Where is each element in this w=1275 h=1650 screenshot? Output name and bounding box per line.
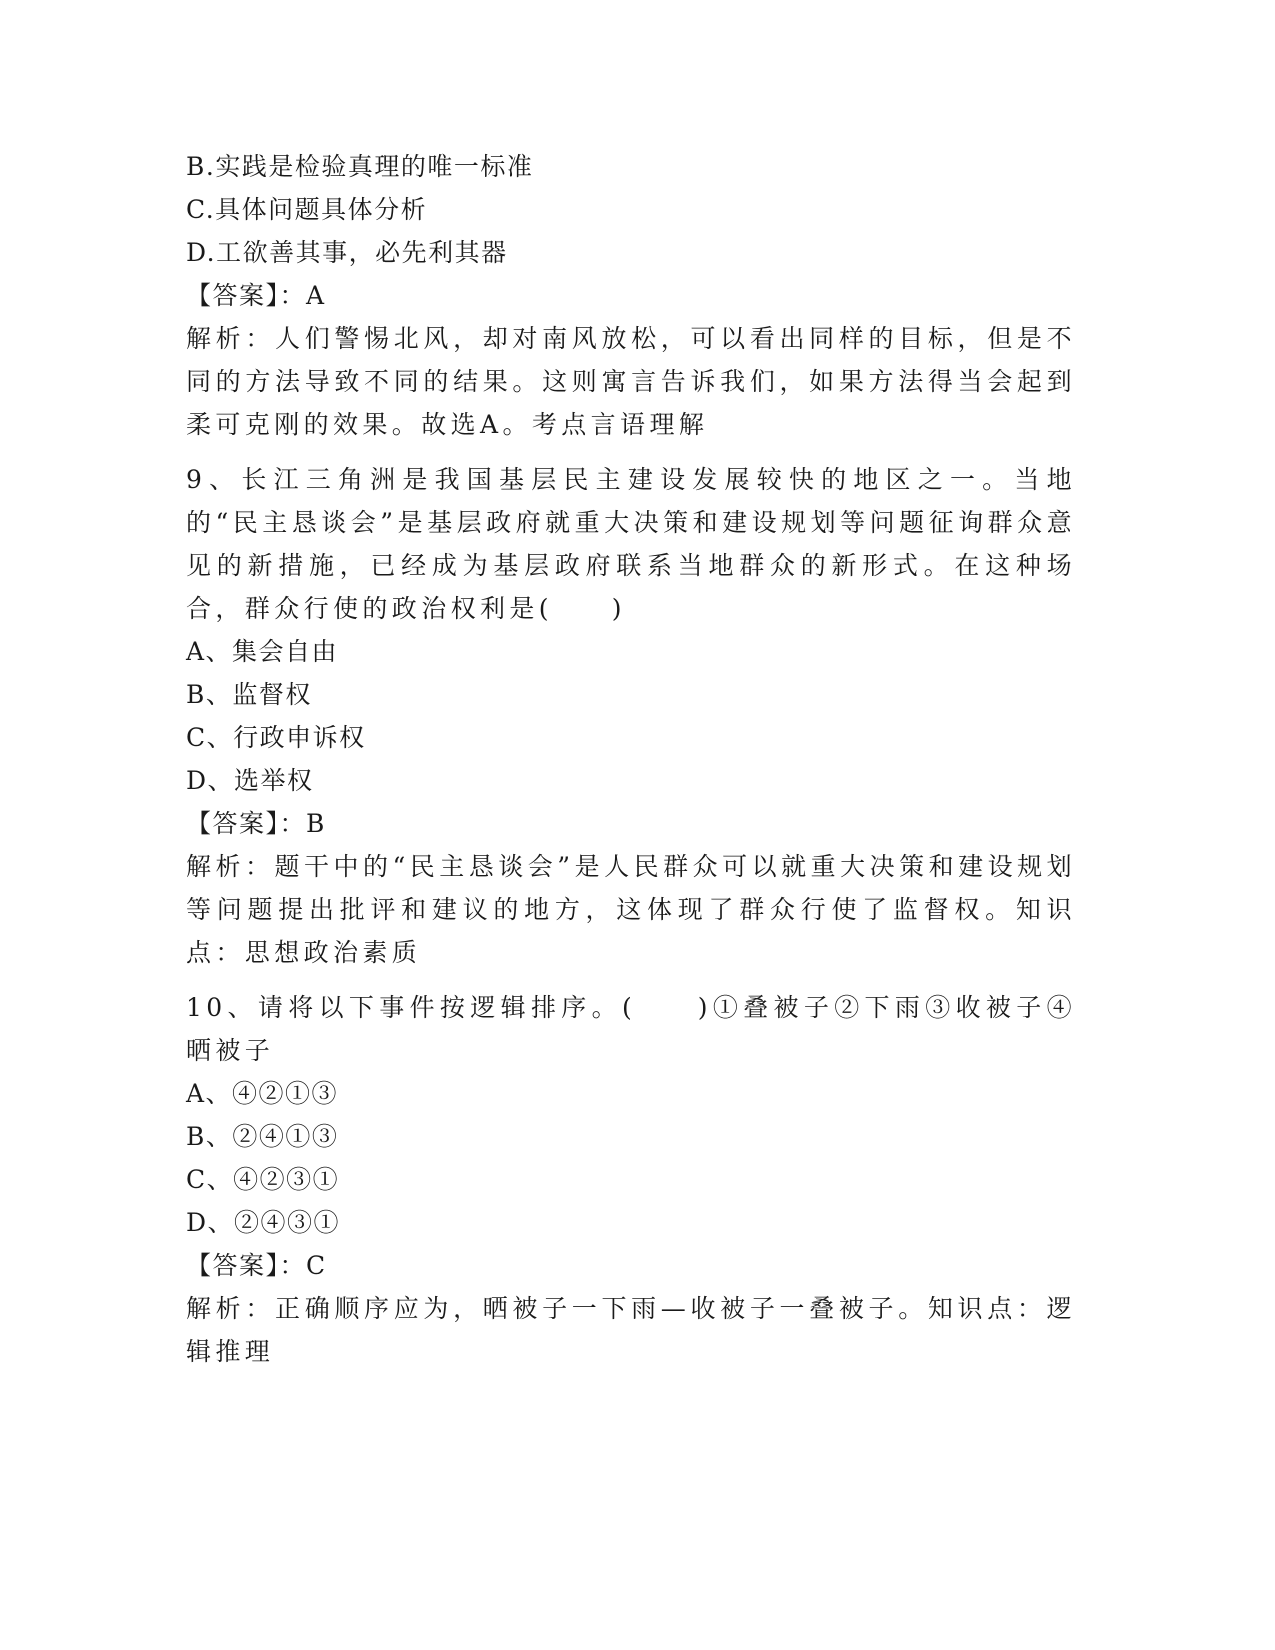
q10-option-d: D、②④③①	[186, 1208, 341, 1237]
q9-option-c: C、行政申诉权	[186, 723, 366, 752]
q9-option-b: B、监督权	[186, 680, 312, 709]
q8-option-d: D.工欲善其事，必先利其器	[186, 238, 508, 267]
q10-answer: 【答案】：C	[186, 1251, 327, 1280]
spacer	[186, 446, 1086, 458]
q8-analysis: 解析：人们警惕北风，却对南风放松，可以看出同样的目标，但是不同的方法导致不同的结果。这则寓言告诉我们，如果方法得当会起到柔可克刚的效果。故选A。考点言语理解	[186, 324, 1076, 439]
spacer	[186, 974, 1086, 986]
q9-answer: 【答案】：B	[186, 809, 326, 838]
q10-analysis: 解析：正确顺序应为，晒被子一下雨—收被子一叠被子。知识点：逻辑推理	[186, 1294, 1076, 1366]
document-page	[186, 145, 1086, 1373]
q8-option-b: B.实践是检验真理的唯一标准	[186, 152, 534, 181]
q9-analysis: 解析：题干中的“民主恳谈会”是人民群众可以就重大决策和建设规划等问题提出批评和建议的地方，这体现了群众行使了监督权。知识点：思想政治素质	[186, 852, 1076, 967]
q10-stem: 10、请将以下事件按逻辑排序。( )①叠被子②下雨③收被子④晒被子	[186, 993, 1076, 1065]
q9-stem: 9、长江三角洲是我国基层民主建设发展较快的地区之一。当地的“民主恳谈会”是基层政府就重大决策和建设规划等问题征询群众意见的新措施，已经成为基层政府联系当地群众的新形式。在这种场合，群众行使的政治权利是( )	[186, 465, 1076, 623]
q9-option-a: A、集会自由	[186, 637, 339, 666]
q10-option-a: A、④②①③	[186, 1079, 339, 1108]
q8-answer: 【答案】：A	[186, 281, 326, 310]
q9-option-d: D、选举权	[186, 766, 314, 795]
q10-option-c: C、④②③①	[186, 1165, 340, 1194]
q10-option-b: B、②④①③	[186, 1122, 339, 1151]
q8-option-c: C.具体问题具体分析	[186, 195, 428, 224]
